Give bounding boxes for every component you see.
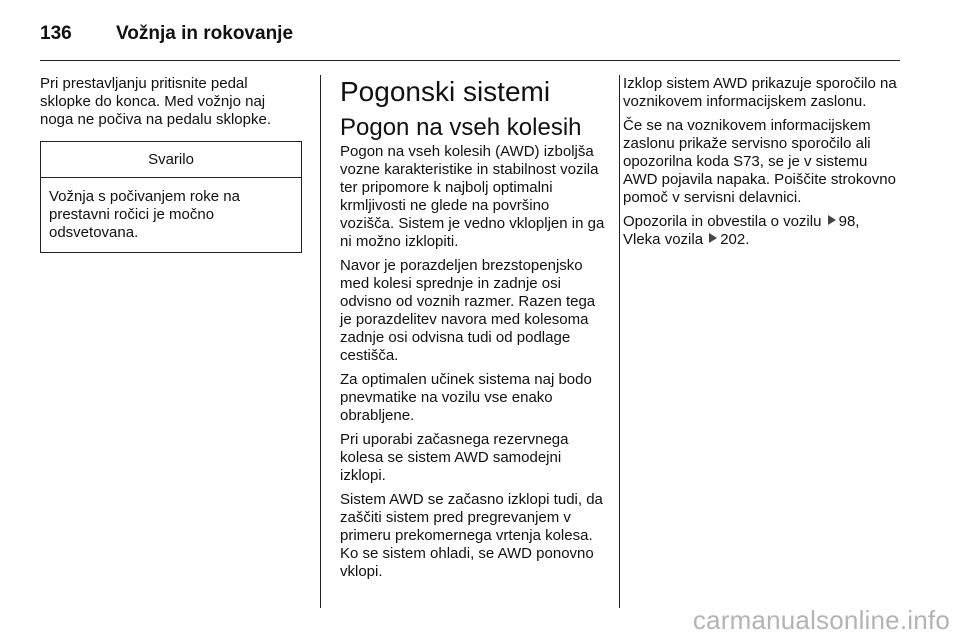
subsection-heading: Pogon na vseh kolesih [340, 114, 582, 141]
arrow-right-icon [828, 215, 836, 225]
page-number: 136 [40, 23, 72, 44]
column-1 [40, 75, 302, 253]
reference-link-vehicle-messages[interactable] [623, 213, 859, 230]
body-paragraph: Pri uporabi začasnega rezervnega kolesa se sistem AWD samodejni izklopi. [340, 431, 569, 484]
body-paragraph: Pogon na vseh kolesih (AWD) izboljša vozne karakteristike in stabilnost vozila ter pripomore k najbolj optimalni krmljivosti ne glede na površino vozišča. Sistem je vedno vklopljen in ga ni možno izklopiti. [340, 143, 605, 250]
reference-text: Vleka vozila [623, 231, 704, 248]
body-paragraph: Za optimalen učinek sistema naj bodo pnevmatike na vozilu vse enako obrabljene. [340, 371, 592, 424]
warning-box [40, 141, 302, 253]
header-divider [40, 60, 900, 61]
page-header [40, 18, 900, 60]
column-divider-1 [320, 75, 321, 608]
body-paragraph: Izklop sistem AWD prikazuje sporočilo na voznikovem informacijskem zaslonu. [623, 75, 897, 110]
column-3 [623, 75, 905, 255]
section-heading: Pogonski sistemi [340, 76, 551, 107]
warning-title: Svarilo [41, 142, 301, 178]
reference-page: 202. [720, 231, 750, 248]
arrow-right-icon [709, 233, 717, 243]
body-paragraph: Navor je porazdeljen brezstopenjsko med kolesi sprednje in zadnje osi odvisno od voznih razmer. Razen tega je porazdelitev navora med kolesoma zadnje osi odvisna tudi od podlage cestišča. [340, 257, 596, 364]
column-divider-2 [619, 75, 620, 608]
chapter-title: Vožnja in rokovanje [116, 23, 294, 44]
reference-page: 98, [838, 213, 860, 230]
intro-paragraph: Pri prestavljanju pritisnite pedal sklopke do konca. Med vožnjo naj noga ne počiva na pedalu sklopke. [40, 75, 272, 128]
reference-link-towing[interactable] [623, 231, 749, 248]
watermark-text: carmanualsonline.info [692, 605, 950, 635]
reference-text: Opozorila in obvestila o vozilu [623, 213, 822, 230]
reference-paragraph [623, 213, 905, 249]
body-paragraph: Če se na voznikovem informacijskem zaslonu prikaže servisno sporočilo ali opozorilna koda S73, se je v sistemu AWD pojavila napaka. Poiščite strokovno pomoč v servisni delavnici. [623, 117, 896, 206]
body-paragraph: Sistem AWD se začasno izklopi tudi, da zaščiti sistem pred pregrevanjem v primeru prekomernega vrtenja kolesa. Ko se sistem ohladi, se AWD ponovno vklopi. [340, 491, 603, 580]
warning-text: Vožnja s počivanjem roke na prestavni ročici je močno odsvetovana. [49, 188, 240, 241]
column-2 [340, 75, 606, 587]
